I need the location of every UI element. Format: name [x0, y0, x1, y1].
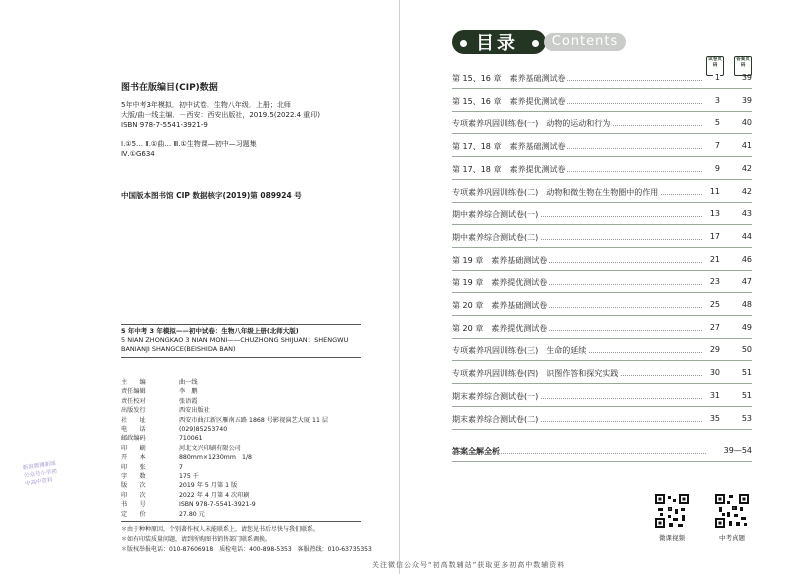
toc-answer-page: 42	[741, 187, 752, 196]
toc-answer-page: 44	[741, 232, 752, 241]
toc-item-title: 第 17、18 章 素养提优测试卷	[452, 165, 566, 174]
toc-item-title: 第 15、16 章 素养提优测试卷	[452, 97, 566, 106]
toc-answer-page: 39	[741, 96, 752, 105]
toc-divider	[452, 133, 752, 134]
cip-line: Ⅳ.①G634	[121, 150, 155, 158]
info-row	[121, 387, 328, 396]
toc-answer-page: 47	[741, 277, 752, 286]
toc-answer-page: 51	[741, 368, 752, 377]
qr-code-exam[interactable]	[714, 493, 750, 529]
toc-row[interactable]	[452, 414, 752, 426]
info-label: 开 本	[121, 454, 146, 462]
toc-divider	[452, 111, 752, 112]
toc-answer-page: 43	[741, 209, 752, 218]
toc-item-title: 第 19 章 素养提优测试卷	[452, 278, 548, 287]
info-value: 710061	[179, 435, 203, 443]
info-row	[121, 463, 328, 472]
info-value: 李 鹏	[179, 388, 198, 396]
toc-test-page: 11	[709, 187, 720, 196]
toc-row[interactable]	[452, 118, 752, 130]
info-label: 邮政编码	[121, 435, 146, 443]
toc-divider	[452, 179, 752, 180]
notice-line: ＊版权举报电话：010-87606918 质检电话：400-898-5353 客服热线：010-63735353	[121, 546, 372, 553]
info-value: 河北文兴印刷有限公司	[179, 444, 241, 452]
contents-subtitle: Contents	[544, 33, 626, 51]
info-row	[121, 416, 328, 425]
toc-answer-page: 53	[741, 414, 752, 423]
qr-label-microlesson: 微课视频	[659, 534, 685, 542]
toc-item-title: 期中素养综合测试卷(二)	[452, 233, 539, 242]
toc-answer-page: 51	[741, 391, 752, 400]
toc-test-page: 29	[709, 345, 720, 354]
toc-answer-pages: 39—54	[723, 446, 752, 455]
cip-line: Ⅰ.①5… Ⅱ.①曲… Ⅲ.①生物课—初中—习题集	[121, 140, 257, 148]
info-value: (029)85253740	[179, 426, 228, 434]
notice-line: ＊由于种种原因，个别著作权人未能联系上，请您见书后尽快与我们联系。	[121, 526, 320, 533]
toc-row[interactable]	[452, 232, 752, 244]
info-label: 字 数	[121, 473, 146, 481]
info-label: 印 刷	[121, 444, 146, 452]
info-label: 责任编辑	[121, 388, 146, 396]
toc-item-title: 专项素养巩固训练卷(三) 生命的延续	[452, 346, 587, 355]
info-value: 张语霞	[179, 397, 198, 405]
toc-divider	[452, 360, 752, 361]
toc-row[interactable]	[452, 391, 752, 403]
watermark-stamp: 新浪微博新闻公众号小学初中高中资料	[22, 460, 58, 488]
toc-answer-page: 49	[741, 323, 752, 332]
book-title-pinyin-2: BANIANJI SHANGCE(BEISHIDA BAN)	[121, 345, 236, 353]
toc-divider	[452, 406, 752, 407]
cip-line: 大版/曲一线主编．－西安：西安出版社，2019.5(2022.4 重印)	[121, 111, 321, 119]
info-value: 880mm×1230mm 1/8	[179, 454, 252, 462]
info-label: 印 次	[121, 491, 146, 499]
toc-row[interactable]	[452, 323, 752, 335]
info-row	[121, 434, 328, 443]
book-spine	[399, 0, 400, 574]
column-badge-test-pages: 试卷页码	[706, 56, 724, 76]
toc-divider	[452, 338, 752, 339]
divider	[121, 357, 361, 358]
divider	[121, 324, 361, 325]
toc-answer-page: 42	[741, 164, 752, 173]
publication-info	[121, 378, 328, 519]
toc-item-title: 第 17、18 章 素养基础测试卷	[452, 142, 566, 151]
toc-divider	[452, 429, 752, 430]
toc-divider	[452, 202, 752, 203]
cip-line: ISBN 978-7-5541-3921-9	[121, 121, 208, 129]
header-title-pill	[452, 30, 546, 54]
info-label: 主 编	[121, 379, 146, 386]
toc-divider	[452, 315, 752, 316]
toc-test-page: 17	[709, 232, 720, 241]
info-value: ISBN 978-7-5541-3921-9	[179, 501, 256, 509]
info-value: 7	[179, 463, 183, 471]
toc-divider	[452, 383, 752, 384]
toc-row[interactable]	[452, 368, 752, 380]
toc-answer-page: 46	[741, 255, 752, 264]
info-value: 175 千	[179, 473, 199, 481]
toc-answer-row[interactable]	[452, 446, 752, 458]
toc-test-page: 1	[714, 73, 720, 82]
cip-number-note: 中国版本图书馆 CIP 数据核字(2019)第 089924 号	[121, 191, 302, 200]
toc-divider	[452, 292, 752, 293]
toc-answer-page: 41	[741, 141, 752, 150]
toc-item-title: 期末素养综合测试卷(一)	[452, 392, 539, 401]
info-value: 曲一线	[179, 379, 198, 386]
info-label: 社 址	[121, 416, 146, 424]
toc-test-page: 27	[709, 323, 720, 332]
toc-divider	[452, 247, 752, 248]
toc-item-title: 期中素养综合测试卷(一)	[452, 210, 539, 219]
toc-item-title: 专项素养巩固训练卷(四) 识图作答和探究实践	[452, 369, 619, 378]
info-value: 西安出版社	[179, 407, 210, 415]
info-label: 责任校对	[121, 397, 146, 405]
dot-icon	[532, 40, 539, 47]
toc-item-title: 第 20 章 素养基础测试卷	[452, 301, 548, 310]
info-label: 书 号	[121, 501, 146, 509]
toc-test-page: 5	[714, 118, 720, 127]
info-row	[121, 491, 328, 500]
book-title-cn: 5 年中考 3 年模拟——初中试卷：生物八年级上册(北师大版)	[121, 327, 299, 335]
toc-test-page: 35	[709, 414, 720, 423]
toc-item-title: 第 15、16 章 素养基础测试卷	[452, 74, 566, 83]
toc-answer-page: 48	[741, 300, 752, 309]
info-row	[121, 472, 328, 481]
toc-divider	[452, 156, 752, 157]
toc-test-page: 21	[709, 255, 720, 264]
info-label: 印 张	[121, 463, 146, 471]
info-row	[121, 378, 328, 387]
toc-test-page: 3	[714, 96, 720, 105]
info-label: 版 次	[121, 482, 146, 490]
info-label: 定 价	[121, 510, 146, 518]
toc-answer-page: 39	[741, 73, 752, 82]
toc-item-title: 第 20 章 素养提优测试卷	[452, 324, 548, 333]
info-label: 电 话	[121, 426, 146, 434]
toc-divider	[452, 88, 752, 89]
info-label: 出版发行	[121, 407, 146, 415]
toc-test-page: 30	[709, 368, 720, 377]
toc-answer-title: 答案全解全析	[452, 447, 500, 456]
info-row	[121, 425, 328, 434]
toc-item-title: 第 19 章 素养基础测试卷	[452, 256, 548, 265]
toc-row[interactable]	[452, 255, 752, 267]
toc-item-title: 专项素养巩固训练卷(二) 动物和微生物在生物圈中的作用	[452, 188, 659, 197]
toc-test-page: 25	[709, 300, 720, 309]
toc-row[interactable]	[452, 96, 752, 108]
toc-row[interactable]	[452, 141, 752, 153]
info-value: 西安市曲江新区雁南五路 1868 号影视演艺大厦 11 层	[179, 416, 329, 424]
info-row	[121, 481, 328, 490]
toc-row[interactable]	[452, 164, 752, 176]
toc-leader	[452, 453, 706, 454]
info-value: 2022 年 4 月第 4 次印刷	[179, 491, 250, 499]
info-value: 2019 年 5 月第 1 版	[179, 482, 238, 490]
contents-header	[452, 28, 628, 56]
info-value: 27.80 元	[179, 510, 205, 518]
cip-line: 5年中考3年模拟．初中试卷．生物八年级．上册；北师	[121, 101, 291, 109]
toc-item-title: 专项素养巩固训练卷(一) 动物的运动和行为	[452, 119, 611, 128]
notice-line: ＊如有印装质量问题，请到所购图书销售部门联系调换。	[121, 536, 272, 543]
info-row	[121, 397, 328, 406]
toc-test-page: 31	[709, 391, 720, 400]
divider	[121, 521, 361, 522]
cip-title: 图书在版编目(CIP)数据	[121, 83, 218, 93]
dot-icon	[460, 40, 467, 47]
toc-row[interactable]	[452, 300, 752, 312]
toc-test-page: 23	[709, 277, 720, 286]
toc-item-title: 期末素养综合测试卷(二)	[452, 415, 539, 424]
toc-divider	[452, 461, 752, 462]
toc-test-page: 7	[714, 141, 720, 150]
info-row	[121, 444, 328, 453]
info-row	[121, 406, 328, 415]
toc-row[interactable]	[452, 209, 752, 221]
qr-code-microlesson[interactable]	[654, 493, 690, 529]
toc-divider	[452, 270, 752, 271]
footer-note: 关注微信公众号“初高数辅站”获取更多初高中数辅资料	[372, 561, 566, 569]
qr-label-exam: 中考真题	[719, 534, 745, 542]
contents-title: 目录	[476, 33, 518, 54]
toc-answer-page: 40	[741, 118, 752, 127]
toc-answer-page: 50	[741, 345, 752, 354]
toc-row[interactable]	[452, 345, 752, 357]
book-title-pinyin: 5 NIAN ZHONGKAO 3 NIAN MONI——CHUZHONG SHIJUAN：SHENGWU	[121, 336, 349, 344]
toc-row[interactable]	[452, 73, 752, 85]
info-row	[121, 453, 328, 462]
toc-test-page: 9	[714, 164, 720, 173]
info-row	[121, 500, 328, 509]
column-badge-answer-pages: 答案页码	[734, 56, 752, 76]
toc-test-page: 13	[709, 209, 720, 218]
toc-row[interactable]	[452, 277, 752, 289]
toc-row[interactable]	[452, 187, 752, 199]
toc-divider	[452, 224, 752, 225]
info-row	[121, 510, 328, 519]
